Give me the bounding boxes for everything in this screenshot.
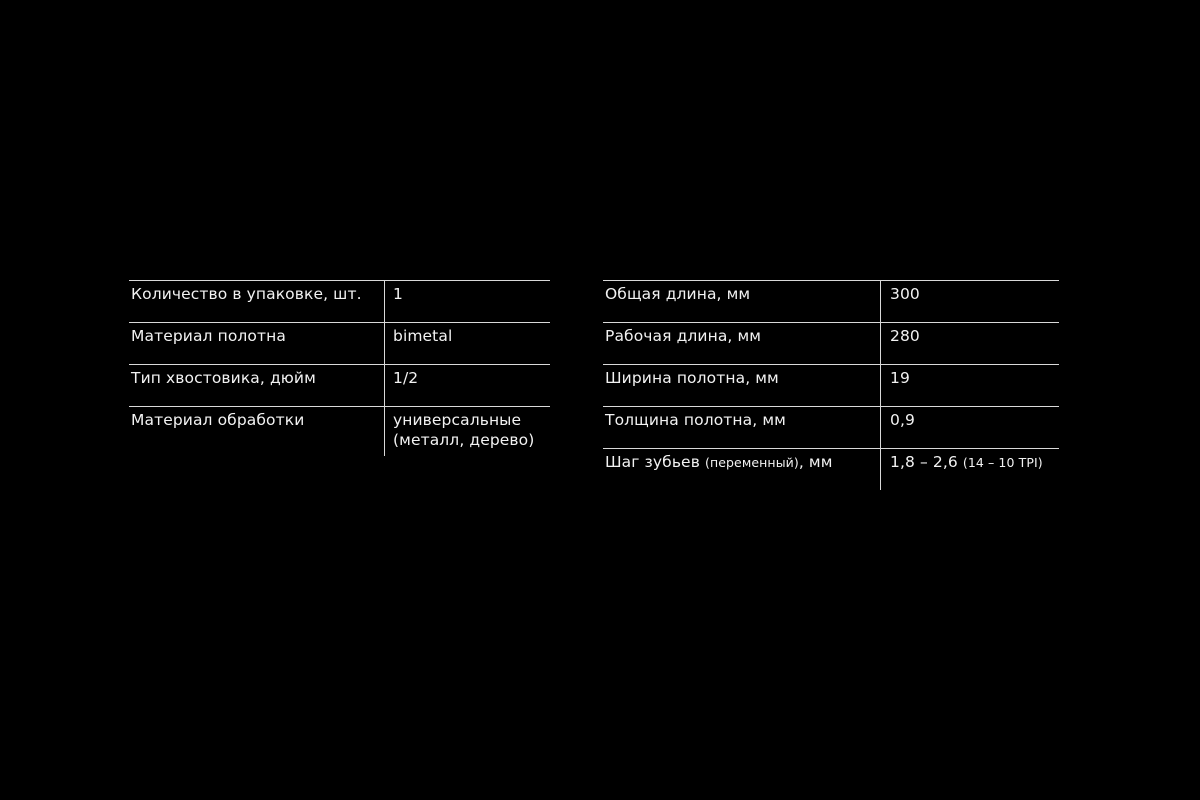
spec-value: 280 bbox=[880, 323, 1059, 364]
spec-key: Материал обработки bbox=[131, 411, 305, 429]
spec-value-note: (14 – 10 TPI) bbox=[962, 455, 1043, 470]
table-row bbox=[129, 281, 550, 323]
table-row bbox=[129, 365, 550, 407]
spec-key: Ширина полотна, мм bbox=[605, 369, 779, 387]
spec-key-note: (переменный) bbox=[704, 455, 799, 470]
spec-value: 1 bbox=[384, 281, 550, 322]
spec-value: 0,9 bbox=[880, 407, 1059, 448]
spec-value: 19 bbox=[880, 365, 1059, 406]
table-row bbox=[603, 281, 1059, 323]
spec-key: Тип хвостовика, дюйм bbox=[131, 369, 316, 387]
spec-key: Рабочая длина, мм bbox=[605, 327, 762, 345]
spec-key-main: Шаг зубьев bbox=[605, 453, 700, 471]
spec-value bbox=[880, 449, 1059, 490]
table-row bbox=[603, 323, 1059, 365]
spec-key-unit: , мм bbox=[798, 453, 833, 471]
spec-key bbox=[603, 449, 880, 490]
table-row bbox=[603, 449, 1059, 490]
spec-value-line: универсальные bbox=[393, 411, 522, 429]
spec-value: 300 bbox=[880, 281, 1059, 322]
spec-table-right bbox=[603, 280, 1059, 490]
table-row bbox=[603, 407, 1059, 449]
table-row bbox=[129, 407, 550, 456]
spec-value-main: 1,8 – 2,6 bbox=[890, 453, 958, 471]
spec-key: Материал полотна bbox=[131, 327, 286, 345]
spec-value bbox=[384, 407, 550, 456]
spec-key: Количество в упаковке, шт. bbox=[131, 285, 362, 303]
table-row bbox=[129, 323, 550, 365]
table-row bbox=[603, 365, 1059, 407]
spec-value: 1/2 bbox=[384, 365, 550, 406]
spec-key: Общая длина, мм bbox=[605, 285, 751, 303]
spec-value-line: (металл, дерево) bbox=[393, 431, 535, 449]
spec-key: Толщина полотна, мм bbox=[605, 411, 786, 429]
spec-value: bimetal bbox=[384, 323, 550, 364]
spec-table-left bbox=[129, 280, 550, 456]
